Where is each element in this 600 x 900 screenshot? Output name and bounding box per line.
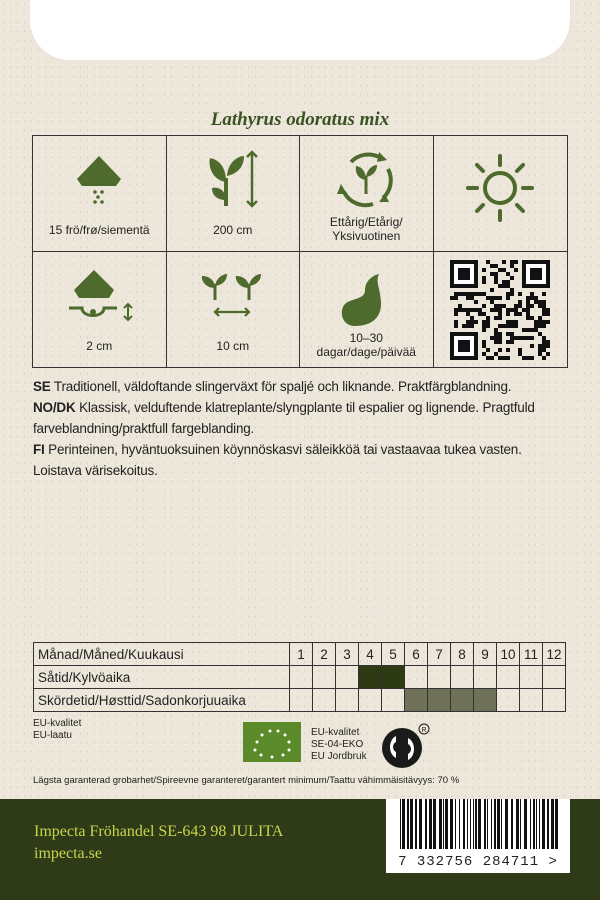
calendar-cell-month-8 xyxy=(451,689,474,712)
month-2: 2 xyxy=(313,643,336,666)
lifecycle-label: Ettårig/Etårig/ Yksivuotinen xyxy=(329,214,403,243)
sun-icon xyxy=(460,148,540,228)
month-9: 9 xyxy=(474,643,497,666)
calendar-cell-month-1 xyxy=(290,689,313,712)
calendar-cell-month-12 xyxy=(543,689,566,712)
calendar-header-row xyxy=(34,643,566,666)
desc-fi-text: Perinteinen, hyväntuoksuinen köynnöskasvi säleikköä tai vastaavaa tukea vasten. Loistava värisekoitus. xyxy=(33,442,522,478)
calendar-header: Månad/Måned/Kuukausi xyxy=(34,643,290,666)
month-12: 12 xyxy=(543,643,566,666)
calendar-cell-month-9 xyxy=(474,689,497,712)
lang-code-nodk: NO/DK xyxy=(33,400,76,415)
germination-label: 10–30 dagar/dage/päivää xyxy=(316,331,416,359)
lang-code-se: SE xyxy=(33,379,51,394)
height-label: 200 cm xyxy=(213,222,253,237)
calendar-cell-month-2 xyxy=(313,666,336,689)
germination-note: Lägsta garanterad grobarhet/Spireevne garanteret/garantert minimum/Taattu vähimmäisitävyys: 70 % xyxy=(33,775,460,786)
desc-fi xyxy=(33,439,573,481)
info-cell-height xyxy=(167,136,301,252)
desc-nodk xyxy=(33,397,573,439)
calendar-cell-month-5 xyxy=(382,689,405,712)
month-4: 4 xyxy=(359,643,382,666)
info-cell-qr[interactable] xyxy=(434,252,568,368)
calendar-row-sowing xyxy=(34,666,566,689)
calendar-cell-month-12 xyxy=(543,666,566,689)
info-cell-lifecycle xyxy=(300,136,434,252)
calendar-cell-month-5 xyxy=(382,666,405,689)
info-cell-sun xyxy=(434,136,568,252)
month-1: 1 xyxy=(290,643,313,666)
calendar-cell-month-11 xyxy=(520,666,543,689)
plant-height-icon xyxy=(198,144,268,214)
qr-code-icon[interactable] xyxy=(450,260,550,360)
svg-text:R: R xyxy=(421,727,427,734)
calendar-cell-month-3 xyxy=(336,689,359,712)
row-label-harvest: Skördetid/Høsttid/Sadonkorjuuaika xyxy=(34,689,290,712)
sowing-depth-icon xyxy=(54,260,144,330)
eu-organic-leaf-icon xyxy=(243,722,301,762)
info-cell-spacing xyxy=(167,252,301,368)
company-website[interactable]: impecta.se xyxy=(34,845,102,862)
desc-se xyxy=(33,376,573,397)
sowing-calendar xyxy=(33,642,566,712)
eu-quality-left: EU-kvalitet EU-laatu xyxy=(33,718,82,741)
calendar-cell-month-3 xyxy=(336,666,359,689)
month-5: 5 xyxy=(382,643,405,666)
hang-tab-cutout xyxy=(30,0,570,60)
desc-se-text: Traditionell, väldoftande slingerväxt för spaljé och liknande. Praktfärgblandning. xyxy=(53,379,512,394)
germination-icon xyxy=(331,260,401,330)
calendar-cell-month-6 xyxy=(405,689,428,712)
calendar-cell-month-4 xyxy=(359,666,382,689)
calendar-cell-month-10 xyxy=(497,689,520,712)
company-address: Impecta Fröhandel SE-643 98 JULITA xyxy=(34,823,284,840)
plant-spacing-icon xyxy=(193,260,273,330)
calendar-cell-month-8 xyxy=(451,666,474,689)
calendar-cell-month-10 xyxy=(497,666,520,689)
month-7: 7 xyxy=(428,643,451,666)
calendar-cell-month-11 xyxy=(520,689,543,712)
footer-bar xyxy=(0,799,600,900)
green-dot-recycling-icon xyxy=(380,722,430,770)
month-11: 11 xyxy=(520,643,543,666)
lang-code-fi: FI xyxy=(33,442,45,457)
calendar-cell-month-2 xyxy=(313,689,336,712)
depth-label: 2 cm xyxy=(86,339,113,353)
calendar-row-harvest xyxy=(34,689,566,712)
row-label-sowing: Såtid/Kylvöaika xyxy=(34,666,290,689)
eu-quality-right: EU-kvalitet SE-04-EKO EU Jordbruk xyxy=(311,727,367,762)
info-cell-germination xyxy=(300,252,434,368)
spacing-label: 10 cm xyxy=(216,339,250,353)
month-3: 3 xyxy=(336,643,359,666)
footer-address-block xyxy=(34,821,283,865)
seed-count-label: 15 frö/frø/siementä xyxy=(48,222,150,237)
seed-packet-icon xyxy=(64,144,134,214)
barcode-icon xyxy=(386,799,570,851)
month-10: 10 xyxy=(497,643,520,666)
calendar-cell-month-6 xyxy=(405,666,428,689)
calendar-cell-month-4 xyxy=(359,689,382,712)
product-description xyxy=(33,376,573,481)
info-cell-depth xyxy=(33,252,167,368)
month-6: 6 xyxy=(405,643,428,666)
barcode-number: 7 332756 284711 > xyxy=(386,851,570,873)
calendar-cell-month-9 xyxy=(474,666,497,689)
annual-cycle-icon xyxy=(331,144,401,214)
calendar-cell-month-1 xyxy=(290,666,313,689)
month-8: 8 xyxy=(451,643,474,666)
calendar-cell-month-7 xyxy=(428,666,451,689)
product-title: Lathyrus odoratus mix xyxy=(210,109,390,130)
desc-nodk-text: Klassisk, velduftende klatreplante/slyngplante til espalier og lignende. Pragtfuld farveblandning/praktfull fargeblanding. xyxy=(33,400,535,436)
calendar-cell-month-7 xyxy=(428,689,451,712)
info-cell-seeds xyxy=(33,136,167,252)
info-icon-grid xyxy=(32,135,568,368)
